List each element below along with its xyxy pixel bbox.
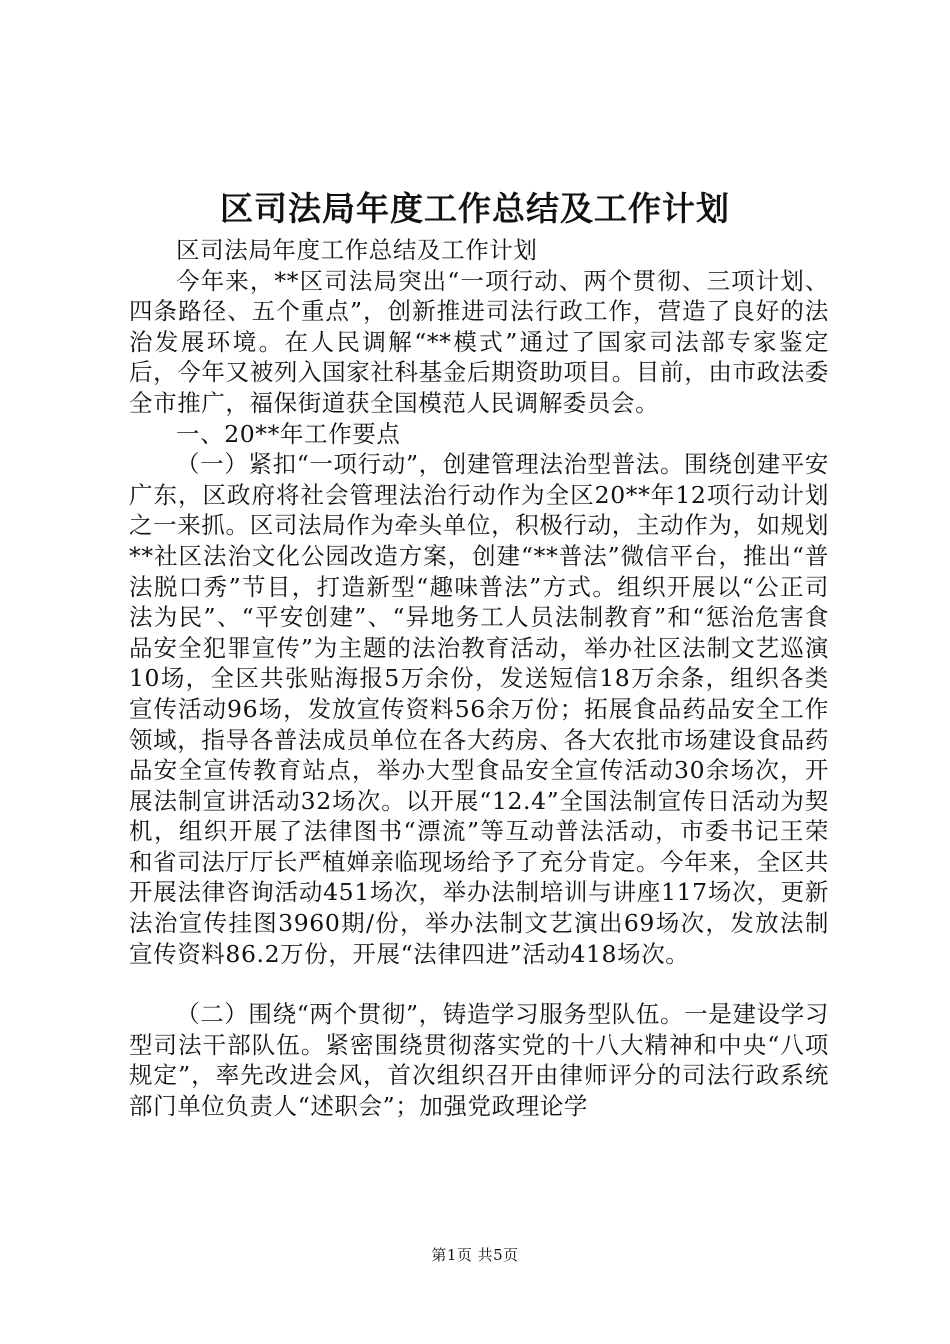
paragraph-intro: 今年来，**区司法局突出“一项行动、两个贯彻、三项计划、四条路径、五个重点”，创新推进司法行政工作，营造了良好的法治发展环境。在人民调解“**模式”通过了国家司法部专家鉴定后，今年又被列入国家社科基金后期资助项目。目前，由市政法委全市推广，福保街道获全国模范人民调解委员会。	[129, 266, 829, 417]
paragraph-item-1: （一）紧扣“一项行动”，创建管理法治型普法。围绕创建平安广东，区政府将社会管理法治行动作为全区20**年12项行动计划之一来抓。区司法局作为牵头单位，积极行动，主动作为，如规划**社区法治文化公园改造方案，创建“**普法”微信平台，推出“普法脱口秀”节目，打造新型“趣味普法”方式。组织开展以“公正司法为民”、“平安创建”、“异地务工人员法制教育”和“惩治危害食品安全犯罪宣传”为主题的法治教育活动，举办社区法制文艺巡演10场，全区共张贴海报5万余份，发送短信18万余条，组织各类宣传活动96场，发放宣传资料56余万份；拓展食品药品安全工作领域，指导各普法成员单位在各大药房、各大农批市场建设食品药品安全宣传教育站点，举办大型食品安全宣传活动30余场次，开展法制宣讲活动32场次。以开展“12.4”全国法制宣传日活动为契机，组织开展了法律图书“漂流”等互动普法活动，市委书记王荣和省司法厅厅长严植婵亲临现场给予了充分肯定。今年来，全区共开展法律咨询活动451场次，举办法制培训与讲座117场次，更新法治宣传挂图3960期/份，举办法制文艺演出69场次，发放法制宣传资料86.2万份，开展“法律四进”活动418场次。	[129, 450, 829, 968]
document-title: 区司法局年度工作总结及工作计划	[220, 189, 730, 228]
paragraph-item-2: （二）围绕“两个贯彻”，铸造学习服务型队伍。一是建设学习型司法干部队伍。紧密围绕贯彻落实党的十八大精神和中央“八项规定”，率先改进会风，首次组织召开由律师评分的司法行政系统部门单位负责人“述职会”；加强党政理论学	[129, 1000, 829, 1121]
page-number-footer: 第1页 共5页	[431, 1246, 519, 1264]
paragraph-subtitle: 区司法局年度工作总结及工作计划	[176, 236, 538, 264]
document-body	[129, 235, 829, 1122]
section-heading: 一、20**年工作要点	[176, 419, 401, 448]
